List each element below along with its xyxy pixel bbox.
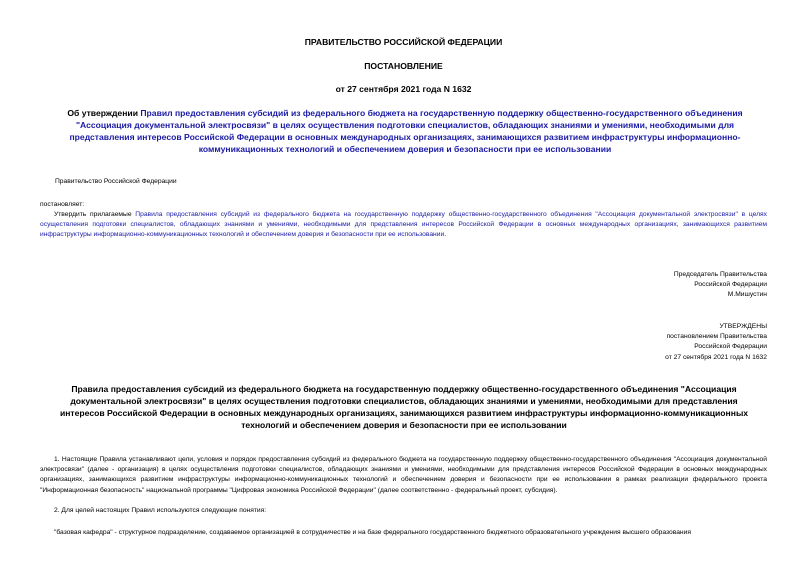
- approval-country: Российской Федерации: [694, 343, 767, 351]
- approval-by: постановлением Правительства: [666, 333, 767, 341]
- approve-prefix: Утвердить прилагаемые: [54, 211, 136, 218]
- date-number-heading: от 27 сентября 2021 года N 1632: [335, 84, 472, 94]
- approve-suffix: .: [444, 231, 447, 239]
- rules-link-in-title[interactable]: Правил предоставления субсидий из федерального бюджета на государственную поддержку общественно-государственного объединения "Ассоциация документальной электросвязи" в целях осуществления подготовки специалистов, обладающих знаниями и умениями, необходимыми для представления интересов Российской Федерации в основных международных организациях, занимающихся развитием инфраструктуры информационно-коммуникационных технологий и обеспечением доверия и безопасности при ее использовании: [69, 108, 743, 154]
- rules-title: Правила предоставления субсидий из федерального бюджета на государственную поддержку общественно-государственного объединения "Ассоциация документальной электросвязи" в целях осуществления подготовки специалистов, обладающих знаниями и умениями, необходимыми для представления интересов Российской Федерации в основных международных организациях, занимающихся развитием инфраструктуры информационно-коммуникационных технологий и обеспечением доверия и безопасности при ее использовании: [59, 384, 749, 430]
- paragraph-3: "базовая кафедра" - структурное подразделение, создаваемое организацией в сотрудничестве и на базе федерального государственного бюджетного образовательного учреждения высшего образования: [54, 529, 691, 536]
- paragraph-2: 2. Для целей настоящих Правил используются следующие понятия:: [54, 507, 267, 514]
- signature-name: М.Мишустин: [727, 291, 767, 299]
- approval-word: УТВЕРЖДЕНЫ: [719, 323, 767, 330]
- approval-stamp-block: [665, 322, 767, 363]
- doc-type-heading: ПОСТАНОВЛЕНИЕ: [364, 61, 443, 71]
- approve-paragraph: [40, 210, 767, 241]
- signature-position: Председатель Правительства: [673, 271, 767, 278]
- document-lead-title: [45, 107, 765, 155]
- signature-block: [674, 270, 767, 301]
- paragraph-1: 1. Настоящие Правила устанавливают цели, условия и порядок предоставления субсидий из федерального бюджета на государственную поддержку общественно-государственного объединения "Ассоциация документальной электросвязи" (далее - организация) в целях осуществления подготовки специалистов, обладающих знаниями и умениями, необходимыми для представления интересов Российской Федерации в основных международных организациях, занимающихся развитием инфраструктуры информационно-коммуникационных технологий и обеспечением доверия и безопасности при ее использовании в рамках реализации федерального проекта "Информационная безопасность" национальной программы "Цифровая экономика Российской Федерации" (далее соответственно - федеральный проект, субсидия).: [40, 456, 767, 494]
- approved-rules-link[interactable]: Правила предоставления субсидий из федерального бюджета на государственную поддержку общественно-государственного объединения "Ассоциация документальной электросвязи" в целях осуществления подготовки специалистов, обладающих знаниями и умениями, необходимыми для представления интересов Российской Федерации в основных международных организациях, занимающихся развитием инфраструктуры информационно-коммуникационных технологий и обеспечением доверия и безопасности при ее использовании: [40, 211, 767, 239]
- decides-text: постановляет:: [40, 201, 85, 208]
- lead-prefix: Об утверждении: [67, 108, 141, 118]
- signature-country: Российской Федерации: [694, 281, 767, 289]
- approval-date-number: от 27 сентября 2021 года N 1632: [665, 353, 767, 361]
- government-heading: ПРАВИТЕЛЬСТВО РОССИЙСКОЙ ФЕДЕРАЦИИ: [304, 37, 503, 47]
- issuer-text: Правительство Российской Федерации: [55, 178, 177, 185]
